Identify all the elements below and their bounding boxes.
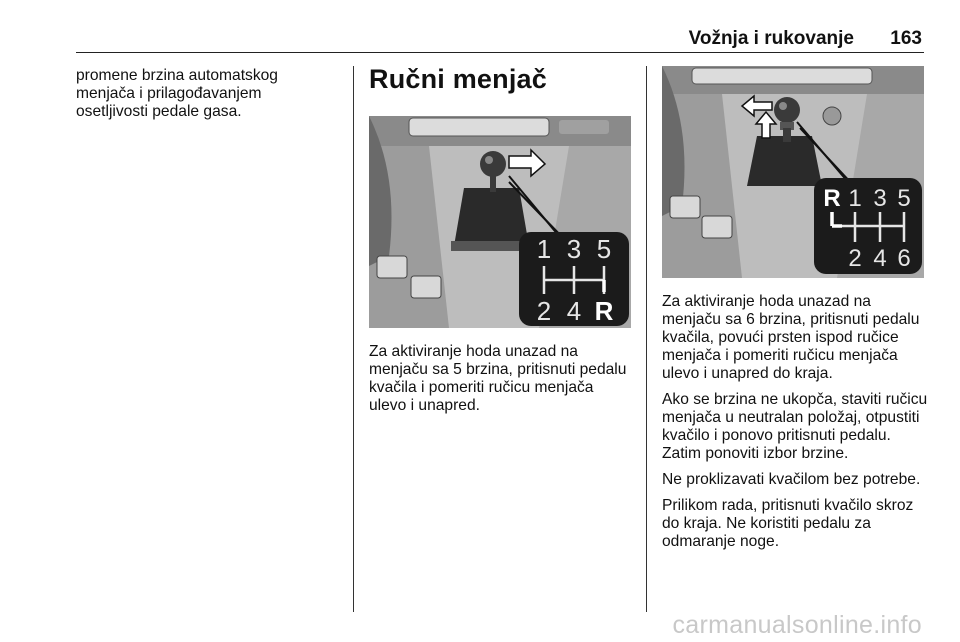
col1-paragraph-1: promene brzina automatskog menjača i prilagođavanjem osetljivosti pedale gasa. (76, 67, 278, 120)
col3-text (662, 293, 928, 559)
watermark: carmanualsonline.info (672, 611, 922, 639)
header-title: Vožnja i rukovanje (688, 28, 854, 49)
column-2 (369, 64, 635, 414)
gearshift-5-speed-figure (369, 116, 631, 328)
page-number: 163 (890, 28, 922, 49)
gear-label-4: 4 (566, 296, 582, 326)
col3-paragraph-4: Prilikom rada, pritisnuti kvačilo skroz do kraja. Ne koristiti pedalu za odmaranje noge. (662, 497, 914, 550)
column-divider-right (646, 66, 647, 612)
gear-label-6: 6 (897, 245, 911, 272)
page-header (76, 26, 924, 53)
gear-label-3: 3 (873, 185, 887, 212)
col3-paragraph-1: Za aktiviranje hoda unazad na menjaču sa 6 brzina, pritisnuti pedalu kvačila, povući prsten ispod ručice menjača i pomeriti ručicu menjača ulevo i unapred do kraja. (662, 293, 920, 382)
gear-label-5: 5 (596, 234, 612, 264)
column-divider-left (353, 66, 354, 612)
gear-label-4: 4 (873, 245, 887, 272)
col3-paragraph-2: Ako se brzina ne ukopča, staviti ručicu menjača u neutralan položaj, otpustiti kvačilo i ponovo pritisnuti pedalu. Zatim ponoviti izbor brzine. (662, 391, 928, 462)
col3-paragraph-3: Ne proklizavati kvačilom bez potrebe. (662, 471, 921, 488)
gear-label-2: 2 (536, 296, 552, 326)
gear-label-5: 5 (897, 185, 911, 212)
gear-label-1: 1 (536, 234, 552, 264)
gear-label-r: R (594, 296, 614, 326)
gearshift-6-speed-figure (662, 66, 924, 278)
gear-label-1: 1 (848, 185, 862, 212)
gear-label-3: 3 (566, 234, 582, 264)
gear-label-2: 2 (848, 245, 862, 272)
col2-text (369, 343, 635, 423)
section-title: Ručni menjač (369, 64, 547, 94)
column-1 (76, 67, 336, 129)
col2-paragraph-1: Za aktiviranje hoda unazad na menjaču sa 5 brzina, pritisnuti pedalu kvačila i pomeriti ručicu menjača ulevo i unapred. (369, 343, 627, 414)
gear-label-r: R (823, 185, 841, 212)
